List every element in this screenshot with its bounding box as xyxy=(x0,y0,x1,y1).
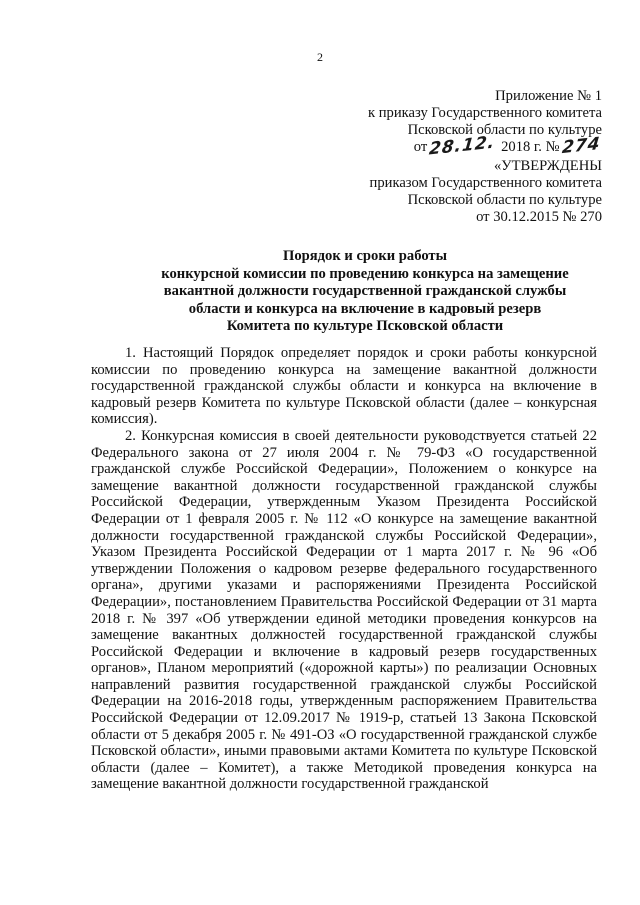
approved-committee: Псковской области по культуре xyxy=(407,192,602,208)
handwritten-date: 28.12. xyxy=(428,132,497,160)
title-line-1: Порядок и сроки работы xyxy=(283,248,447,264)
approved-heading: «УТВЕРЖДЕНЫ xyxy=(493,158,602,174)
appendix-date-line xyxy=(368,132,602,160)
document-title xyxy=(140,248,590,336)
title-line-4: области и конкурса на включение в кадровый резерв xyxy=(188,300,542,317)
paragraph-2: 2. Конкурсная комиссия в своей деятельности руководствуется статьей 22 Федерального закона от 27 июля 2004 г. № 79-ФЗ «О государственной гражданской службе Российской Федерации», Положением о конкурсе на замещение вакантной должности государственной гражданской службы Российской Федерации, утвержденным Указом Президента Российской Федерации от 1 февраля 2005 г. № 112 «О конкурсе на замещение вакантной должности государственной гражданской службы Российской Федерации», Указом Президента Российской Федерации от 1 марта 2017 г. № 96 «Об утверждении Положения о кадровом резерве федерального государственного органа», другими указами и распоряжениями Президента Российской Федерации», постановлением Правительства Российской Федерации от 31 марта 2018 г. № 397 «Об утверждении единой методики проведения конкурсов на замещение вакантных должностей государственной гражданской службы Российской Федерации и включение в кадровый резерв государственных органов», Планом мероприятий («дорожной карты») по реализации Основных направлений развития государственной гражданской службы Российской Федерации на 2016-2018 годы, утвержденным распоряжением Правительства Российской Федерации от 12.09.2017 № 1919-р, статьей 13 Закона Псковской области от 5 декабря 2005 г. № 491-ОЗ «О государственной гражданской службе Псковской области», иными правовыми актами Комитета по культуре Псковской области (далее – Комитет), а также Методикой проведения конкурса на замещение вакантной должности государственной гражданской xyxy=(91,427,597,793)
body-text xyxy=(91,345,597,793)
approved-date: от 30.12.2015 № 270 xyxy=(476,209,602,225)
appendix-title: Приложение № 1 xyxy=(495,88,602,104)
appendix-committee: Псковской области по культуре xyxy=(407,122,602,138)
appendix-block xyxy=(367,88,602,160)
title-line-2: конкурсной комиссии по проведению конкурса на замещение xyxy=(161,265,569,282)
title-line-5: Комитета по культуре Псковской области xyxy=(226,318,504,334)
approved-order: приказом Государственного комитета xyxy=(369,175,602,191)
title-line-3: вакантной должности государственной гражданской службы xyxy=(163,283,567,299)
date-prefix: от xyxy=(413,139,428,155)
page-number: 2 xyxy=(317,50,323,64)
appendix-order-ref: к приказу Государственного комитета xyxy=(367,105,602,121)
date-year: 2018 г. № xyxy=(501,139,560,155)
paragraph-1: 1. Настоящий Порядок определяет порядок и сроки работы конкурсной комиссии по проведению конкурса на замещение вакантной должности государственной гражданской службы области и конкурса на включение в кадровый резерв Комитета по культуре Псковской области (далее – конкурсная комиссия). xyxy=(91,345,597,428)
approved-block xyxy=(370,158,602,226)
handwritten-number: 274 xyxy=(560,133,601,159)
